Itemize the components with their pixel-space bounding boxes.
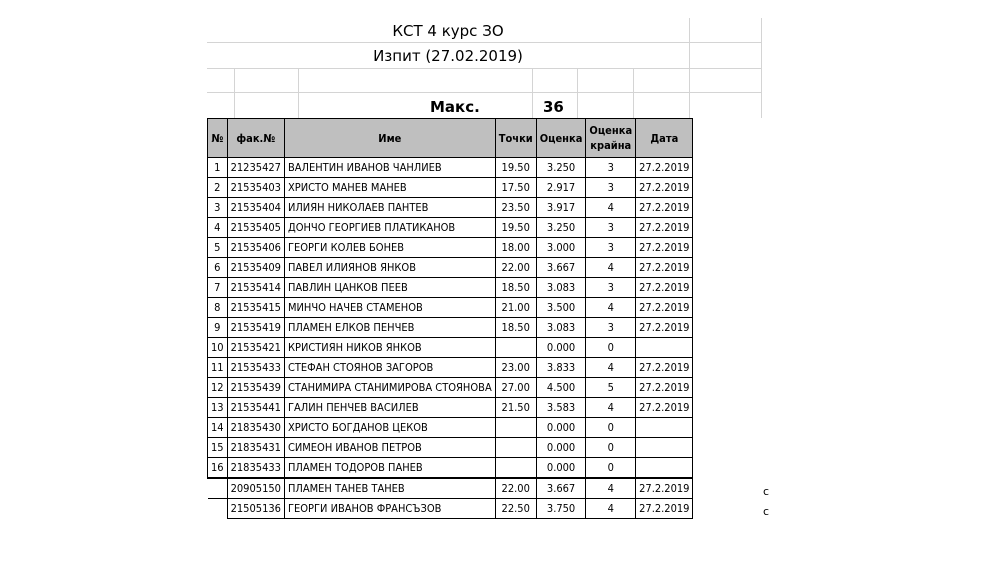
cell-faculty-number: 21535433 bbox=[227, 358, 284, 378]
gridline bbox=[689, 18, 690, 118]
cell-final-grade: 4 bbox=[586, 298, 636, 318]
cell-faculty-number: 21535406 bbox=[227, 238, 284, 258]
cell-faculty-number: 21835430 bbox=[227, 418, 284, 438]
cell-number: 16 bbox=[208, 458, 228, 479]
cell-name: ПЛАМЕН ТАНЕВ ТАНЕВ bbox=[284, 478, 495, 499]
table-row bbox=[208, 238, 693, 258]
cell-grade: 3.500 bbox=[536, 298, 586, 318]
cell-number: 14 bbox=[208, 418, 228, 438]
table-row bbox=[208, 318, 693, 338]
cell-points bbox=[495, 458, 536, 479]
cell-faculty-number: 21235427 bbox=[227, 158, 284, 178]
cell-number bbox=[208, 478, 228, 499]
cell-grade: 3.833 bbox=[536, 358, 586, 378]
cell-date: 27.2.2019 bbox=[636, 178, 693, 198]
cell-points: 19.50 bbox=[495, 158, 536, 178]
cell-points: 17.50 bbox=[495, 178, 536, 198]
table-row bbox=[208, 278, 693, 298]
cell-name: ПЛАМЕН ЕЛКОВ ПЕНЧЕВ bbox=[284, 318, 495, 338]
cell-final-grade: 0 bbox=[586, 458, 636, 479]
cell-points: 18.00 bbox=[495, 238, 536, 258]
cell-date: 27.2.2019 bbox=[636, 198, 693, 218]
cell-name: ПЛАМЕН ТОДОРОВ ПАНЕВ bbox=[284, 458, 495, 479]
overflow-text: с bbox=[763, 505, 770, 518]
cell-final-grade: 3 bbox=[586, 318, 636, 338]
cell-points: 21.50 bbox=[495, 398, 536, 418]
cell-grade: 3.000 bbox=[536, 238, 586, 258]
cell-name: СТЕФАН СТОЯНОВ ЗАГОРОВ bbox=[284, 358, 495, 378]
cell-points bbox=[495, 418, 536, 438]
cell-final-grade: 4 bbox=[586, 258, 636, 278]
cell-date bbox=[636, 418, 693, 438]
results-table bbox=[207, 118, 693, 519]
gridline bbox=[298, 68, 299, 118]
cell-points bbox=[495, 338, 536, 358]
cell-number: 3 bbox=[208, 198, 228, 218]
cell-number: 9 bbox=[208, 318, 228, 338]
cell-faculty-number: 21535441 bbox=[227, 398, 284, 418]
max-points-label: Макс. bbox=[430, 98, 480, 116]
cell-number: 4 bbox=[208, 218, 228, 238]
table-row bbox=[208, 438, 693, 458]
cell-name: ГАЛИН ПЕНЧЕВ ВАСИЛЕВ bbox=[284, 398, 495, 418]
cell-name: ПАВЛИН ЦАНКОВ ПЕЕВ bbox=[284, 278, 495, 298]
gridline bbox=[207, 92, 762, 93]
cell-number: 7 bbox=[208, 278, 228, 298]
cell-grade: 3.250 bbox=[536, 158, 586, 178]
cell-date: 27.2.2019 bbox=[636, 398, 693, 418]
gridline bbox=[633, 68, 634, 118]
cell-name: ВАЛЕНТИН ИВАНОВ ЧАНЛИЕВ bbox=[284, 158, 495, 178]
cell-grade: 3.917 bbox=[536, 198, 586, 218]
col-header-number: № bbox=[208, 119, 228, 158]
gridline bbox=[207, 42, 762, 43]
cell-final-grade: 0 bbox=[586, 418, 636, 438]
table-body bbox=[208, 158, 693, 519]
cell-faculty-number: 20905150 bbox=[227, 478, 284, 499]
cell-date bbox=[636, 338, 693, 358]
cell-grade: 3.667 bbox=[536, 258, 586, 278]
table-row bbox=[208, 218, 693, 238]
cell-grade: 3.083 bbox=[536, 278, 586, 298]
cell-date bbox=[636, 438, 693, 458]
cell-number: 11 bbox=[208, 358, 228, 378]
cell-grade: 3.750 bbox=[536, 499, 586, 519]
cell-final-grade: 3 bbox=[586, 278, 636, 298]
cell-final-grade: 4 bbox=[586, 358, 636, 378]
cell-faculty-number: 21535403 bbox=[227, 178, 284, 198]
table-row bbox=[208, 458, 693, 479]
col-header-final-grade: Оценка крайна bbox=[586, 119, 636, 158]
cell-points: 21.00 bbox=[495, 298, 536, 318]
table-row bbox=[208, 338, 693, 358]
sheet-title: КСТ 4 курс ЗО bbox=[392, 22, 504, 40]
table-row bbox=[208, 158, 693, 178]
cell-grade: 3.583 bbox=[536, 398, 586, 418]
gridline bbox=[761, 18, 762, 118]
cell-name: СИМЕОН ИВАНОВ ПЕТРОВ bbox=[284, 438, 495, 458]
table-row bbox=[208, 378, 693, 398]
table-row bbox=[208, 178, 693, 198]
cell-grade: 0.000 bbox=[536, 458, 586, 479]
col-header-grade: Оценка bbox=[536, 119, 586, 158]
table-row bbox=[208, 358, 693, 378]
cell-faculty-number: 21535404 bbox=[227, 198, 284, 218]
cell-name: КРИСТИЯН НИКОВ ЯНКОВ bbox=[284, 338, 495, 358]
cell-faculty-number: 21535409 bbox=[227, 258, 284, 278]
cell-faculty-number: 21535439 bbox=[227, 378, 284, 398]
cell-name: ГЕОРГИ ИВАНОВ ФРАНСЪЗОВ bbox=[284, 499, 495, 519]
cell-date bbox=[636, 458, 693, 479]
gridline bbox=[577, 68, 578, 118]
cell-faculty-number: 21505136 bbox=[227, 499, 284, 519]
cell-number bbox=[208, 499, 228, 519]
cell-final-grade: 0 bbox=[586, 338, 636, 358]
cell-date: 27.2.2019 bbox=[636, 378, 693, 398]
cell-faculty-number: 21535419 bbox=[227, 318, 284, 338]
col-header-date: Дата bbox=[636, 119, 693, 158]
cell-date: 27.2.2019 bbox=[636, 298, 693, 318]
cell-name: МИНЧО НАЧЕВ СТАМЕНОВ bbox=[284, 298, 495, 318]
cell-final-grade: 3 bbox=[586, 178, 636, 198]
cell-faculty-number: 21535405 bbox=[227, 218, 284, 238]
cell-name: ГЕОРГИ КОЛЕВ БОНЕВ bbox=[284, 238, 495, 258]
cell-date: 27.2.2019 bbox=[636, 499, 693, 519]
cell-number: 8 bbox=[208, 298, 228, 318]
cell-name: СТАНИМИРА СТАНИМИРОВА СТОЯНОВА bbox=[284, 378, 495, 398]
cell-points: 18.50 bbox=[495, 318, 536, 338]
cell-number: 1 bbox=[208, 158, 228, 178]
table-row bbox=[208, 398, 693, 418]
cell-points: 27.00 bbox=[495, 378, 536, 398]
gridline bbox=[207, 68, 762, 69]
cell-faculty-number: 21535414 bbox=[227, 278, 284, 298]
cell-date: 27.2.2019 bbox=[636, 238, 693, 258]
gridline bbox=[532, 68, 533, 118]
cell-grade: 3.250 bbox=[536, 218, 586, 238]
cell-number: 15 bbox=[208, 438, 228, 458]
cell-points bbox=[495, 438, 536, 458]
cell-grade: 3.667 bbox=[536, 478, 586, 499]
cell-number: 12 bbox=[208, 378, 228, 398]
cell-points: 22.00 bbox=[495, 478, 536, 499]
cell-number: 5 bbox=[208, 238, 228, 258]
col-header-faculty-number: фак.№ bbox=[227, 119, 284, 158]
table-row bbox=[208, 258, 693, 278]
table-row bbox=[208, 298, 693, 318]
cell-grade: 2.917 bbox=[536, 178, 586, 198]
cell-name: ХРИСТО МАНЕВ МАНЕВ bbox=[284, 178, 495, 198]
max-points-value: 36 bbox=[543, 98, 564, 116]
table-row bbox=[208, 499, 693, 519]
cell-date: 27.2.2019 bbox=[636, 318, 693, 338]
cell-date: 27.2.2019 bbox=[636, 258, 693, 278]
cell-points: 18.50 bbox=[495, 278, 536, 298]
cell-points: 23.00 bbox=[495, 358, 536, 378]
cell-faculty-number: 21535421 bbox=[227, 338, 284, 358]
cell-number: 2 bbox=[208, 178, 228, 198]
cell-name: ДОНЧО ГЕОРГИЕВ ПЛАТИКАНОВ bbox=[284, 218, 495, 238]
gridline bbox=[234, 68, 235, 118]
cell-final-grade: 3 bbox=[586, 158, 636, 178]
col-header-name: Име bbox=[284, 119, 495, 158]
cell-faculty-number: 21835431 bbox=[227, 438, 284, 458]
cell-points: 22.50 bbox=[495, 499, 536, 519]
cell-date: 27.2.2019 bbox=[636, 478, 693, 499]
cell-final-grade: 5 bbox=[586, 378, 636, 398]
cell-name: ИЛИЯН НИКОЛАЕВ ПАНТЕВ bbox=[284, 198, 495, 218]
cell-date: 27.2.2019 bbox=[636, 218, 693, 238]
cell-final-grade: 3 bbox=[586, 238, 636, 258]
cell-final-grade: 0 bbox=[586, 438, 636, 458]
cell-final-grade: 4 bbox=[586, 198, 636, 218]
table-header-row bbox=[208, 119, 693, 158]
cell-final-grade: 4 bbox=[586, 499, 636, 519]
table-row bbox=[208, 198, 693, 218]
table-row bbox=[208, 478, 693, 499]
exam-title: Изпит (27.02.2019) bbox=[373, 47, 523, 65]
overflow-text: с bbox=[763, 485, 770, 498]
cell-points: 23.50 bbox=[495, 198, 536, 218]
cell-grade: 4.500 bbox=[536, 378, 586, 398]
cell-date: 27.2.2019 bbox=[636, 358, 693, 378]
cell-points: 22.00 bbox=[495, 258, 536, 278]
table-row bbox=[208, 418, 693, 438]
cell-final-grade: 4 bbox=[586, 478, 636, 499]
cell-grade: 0.000 bbox=[536, 338, 586, 358]
cell-name: ХРИСТО БОГДАНОВ ЦЕКОВ bbox=[284, 418, 495, 438]
cell-name: ПАВЕЛ ИЛИЯНОВ ЯНКОВ bbox=[284, 258, 495, 278]
col-header-points: Точки bbox=[495, 119, 536, 158]
cell-date: 27.2.2019 bbox=[636, 278, 693, 298]
cell-grade: 0.000 bbox=[536, 418, 586, 438]
cell-faculty-number: 21535415 bbox=[227, 298, 284, 318]
cell-points: 19.50 bbox=[495, 218, 536, 238]
cell-grade: 0.000 bbox=[536, 438, 586, 458]
cell-final-grade: 3 bbox=[586, 218, 636, 238]
cell-number: 13 bbox=[208, 398, 228, 418]
cell-date: 27.2.2019 bbox=[636, 158, 693, 178]
cell-grade: 3.083 bbox=[536, 318, 586, 338]
cell-number: 6 bbox=[208, 258, 228, 278]
cell-faculty-number: 21835433 bbox=[227, 458, 284, 479]
cell-number: 10 bbox=[208, 338, 228, 358]
cell-final-grade: 4 bbox=[586, 398, 636, 418]
